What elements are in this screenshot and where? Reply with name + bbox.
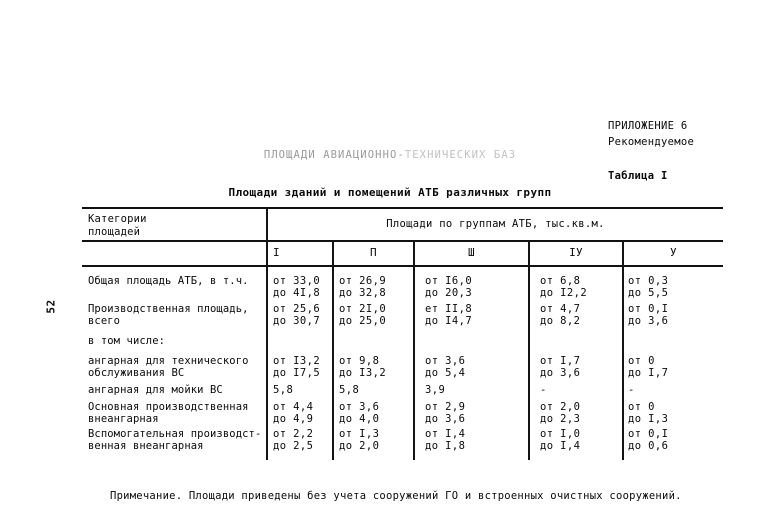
row-label-line1: Производственная площадь, (88, 303, 249, 315)
table-cell (628, 275, 668, 299)
cell-from-value: от I,4 (425, 428, 466, 440)
cell-to-value: до 25,0 (339, 315, 387, 327)
row-label-line2: венная внеангарная (88, 440, 204, 452)
cell-to-value: до 4I,8 (273, 287, 321, 299)
header-span-cell: Площади по группам АТБ, тыс.кв.м. (386, 218, 605, 230)
table-cell (425, 303, 472, 327)
recommended-label: Рекомендуемое (608, 136, 695, 148)
page-number: 52 (44, 299, 58, 314)
cell-from-value: от I,7 (540, 355, 581, 367)
row-label (88, 335, 268, 347)
header-category-line2: площадей (88, 225, 141, 238)
cell-from-value: от 2I,0 (339, 303, 387, 315)
row-label-line2: внеангарная (88, 413, 159, 425)
table-cell (339, 275, 386, 299)
cell-to-value: до I2,2 (540, 287, 588, 299)
table-cell (339, 303, 386, 327)
header-category-line1: Категории (88, 213, 147, 225)
cell-to-value: до 20,3 (425, 287, 473, 299)
table-number-label: Таблица I (608, 170, 668, 182)
table-cell (273, 303, 320, 327)
cell-from-value: от I,0 (540, 428, 581, 440)
row-label-line1: ангарная для технического (88, 355, 249, 367)
table-divider-4 (528, 240, 530, 460)
row-label-line1: Вспомогательная производст- (88, 428, 262, 440)
table-cell (540, 428, 580, 452)
cell-to-value: до I7,5 (273, 367, 321, 379)
table-cell (425, 275, 472, 299)
cell-to-value: до I,4 (540, 440, 581, 452)
header-group-3: Ш (468, 246, 475, 259)
table-cell (273, 401, 313, 425)
table-cell (628, 384, 635, 396)
header-category-cell (88, 213, 260, 238)
cell-to-value: до 5,4 (425, 367, 466, 379)
cell-from-value: - (628, 384, 635, 396)
table-rule-header-mid (82, 240, 723, 242)
table-cell (339, 401, 379, 425)
cell-to-value: до I,8 (425, 440, 466, 452)
table-cell (628, 401, 668, 425)
table-cell (425, 428, 465, 452)
cell-from-value: от 9,8 (339, 355, 380, 367)
table-cell (273, 275, 320, 299)
table-cell (425, 355, 465, 379)
running-heading-part2: ТЕХНИЧЕСКИХ БАЗ (404, 149, 517, 161)
row-label-line1: ангарная для мойки ВС (88, 384, 223, 396)
cell-from-value: 5,8 (339, 384, 360, 396)
cell-from-value: от 2,2 (273, 428, 314, 440)
cell-to-value: до 32,8 (339, 287, 387, 299)
table-divider-5 (622, 240, 624, 460)
table-cell (339, 428, 379, 452)
row-label (88, 303, 268, 327)
cell-from-value: от 26,9 (339, 275, 387, 287)
cell-from-value: от 3,6 (339, 401, 380, 413)
running-heading-part1: ПЛОЩАДИ АВИАЦИОННО- (263, 149, 405, 161)
cell-from-value: от 2,0 (540, 401, 581, 413)
row-label-line1: Основная производственная (88, 401, 249, 413)
row-label (88, 428, 268, 452)
row-label (88, 275, 268, 287)
cell-to-value: до 30,7 (273, 315, 321, 327)
cell-from-value: от 6,8 (540, 275, 581, 287)
cell-to-value: до I4,7 (425, 315, 473, 327)
cell-from-value: от 2,9 (425, 401, 466, 413)
cell-to-value: до I3,2 (339, 367, 387, 379)
table-divider-3 (413, 240, 415, 460)
cell-to-value: до 2,0 (339, 440, 380, 452)
cell-to-value: до 2,3 (540, 413, 581, 425)
cell-to-value: до I,3 (628, 413, 669, 425)
table-cell (540, 355, 580, 379)
row-label (88, 355, 268, 379)
table-cell (339, 384, 359, 396)
table-cell (273, 355, 320, 379)
cell-from-value: от I,3 (339, 428, 380, 440)
cell-from-value: от I3,2 (273, 355, 321, 367)
cell-from-value: от 0,I (628, 428, 669, 440)
document-running-heading (0, 149, 780, 161)
cell-from-value: - (540, 384, 547, 396)
areas-table (82, 207, 723, 460)
table-cell (628, 355, 668, 379)
cell-to-value: до 2,5 (273, 440, 314, 452)
cell-from-value: от 33,0 (273, 275, 321, 287)
cell-from-value: от 0 (628, 355, 655, 367)
cell-from-value: от 3,6 (425, 355, 466, 367)
table-footnote: Примечание. Площади приведены без учета сооружений ГО и встроенных очистных сооружений. (110, 490, 682, 502)
table-title: Площади зданий и помещений АТБ различных групп (228, 186, 552, 199)
table-cell (628, 303, 668, 327)
cell-to-value: до 4,0 (339, 413, 380, 425)
table-cell (540, 384, 547, 396)
header-group-2: П (370, 246, 377, 259)
header-group-5: У (670, 246, 677, 259)
header-group-4: IУ (569, 246, 583, 259)
cell-to-value: до 0,6 (628, 440, 669, 452)
table-cell (628, 428, 668, 452)
cell-from-value: от 4,4 (273, 401, 314, 413)
row-label (88, 384, 268, 396)
cell-to-value: до I,7 (628, 367, 669, 379)
cell-to-value: до 8,2 (540, 315, 581, 327)
cell-from-value: ет II,8 (425, 303, 473, 315)
table-cell (273, 384, 293, 396)
appendix-block (608, 118, 778, 150)
cell-from-value: от I6,0 (425, 275, 473, 287)
cell-to-value: до 3,6 (628, 315, 669, 327)
cell-to-value: до 3,6 (540, 367, 581, 379)
table-rule-top (82, 207, 723, 209)
row-label (88, 401, 268, 425)
row-label-line1: в том числе: (88, 335, 166, 347)
table-cell (540, 303, 580, 327)
table-cell (540, 401, 580, 425)
header-group-1: I (273, 246, 280, 259)
row-label-line1: Общая площадь АТБ, в т.ч. (88, 275, 249, 287)
table-cell (339, 355, 386, 379)
table-divider-2 (332, 240, 334, 460)
cell-to-value: до 3,6 (425, 413, 466, 425)
cell-to-value: до 4,9 (273, 413, 314, 425)
cell-from-value: 5,8 (273, 384, 294, 396)
table-rule-header-bottom (82, 265, 723, 267)
cell-from-value: 3,9 (425, 384, 446, 396)
cell-to-value: до 5,5 (628, 287, 669, 299)
cell-from-value: от 0 (628, 401, 655, 413)
cell-from-value: от 25,6 (273, 303, 321, 315)
cell-from-value: от 0,3 (628, 275, 669, 287)
appendix-label: ПРИЛОЖЕНИЕ 6 (608, 120, 688, 132)
cell-from-value: от 4,7 (540, 303, 581, 315)
row-label-line2: обслуживания ВС (88, 367, 185, 379)
table-cell (540, 275, 587, 299)
table-cell (425, 384, 445, 396)
table-cell (273, 428, 313, 452)
row-label-line2: всего (88, 315, 121, 327)
table-cell (425, 401, 465, 425)
cell-from-value: от 0,I (628, 303, 669, 315)
